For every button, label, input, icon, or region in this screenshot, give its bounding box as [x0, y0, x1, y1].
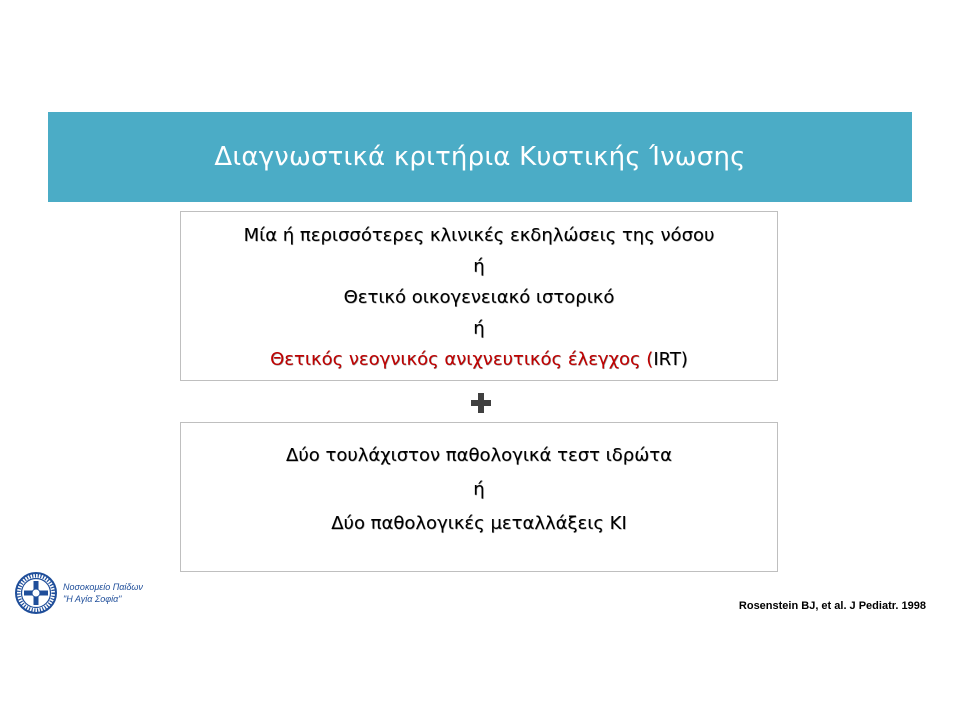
irt-text: IRT): [653, 349, 688, 370]
slide-title: Διαγνωστικά κριτήρια Κυστικής Ίνωσης: [214, 142, 746, 172]
hospital-name: [63, 581, 143, 605]
mutations-text: Δύο παθολογικές μεταλλάξεις: [331, 513, 610, 534]
criterion-clinical-manifestations: Μία ή περισσότερες κλινικές εκδηλώσεις της νόσου: [243, 225, 715, 246]
or-separator: ή: [473, 318, 485, 339]
criterion-family-history: Θετικό οικογενειακό ιστορικό: [343, 287, 615, 308]
criterion-newborn-screening: [270, 344, 688, 375]
plus-icon: [470, 392, 492, 414]
criteria-box-clinical: [180, 211, 778, 381]
hospital-name-line2: "Η Αγία Σοφία": [63, 594, 122, 604]
or-separator: ή: [473, 479, 485, 500]
criterion-sweat-tests: Δύο τουλάχιστον παθολογικά τεστ ιδρώτα: [286, 445, 672, 466]
title-banner: [48, 112, 912, 202]
hospital-logo: [15, 570, 175, 616]
criterion-mutations: [331, 507, 627, 541]
reference-citation: Rosenstein BJ, et al. J Pediatr. 1998: [738, 600, 926, 612]
criteria-box-lab: [180, 422, 778, 572]
or-separator: ή: [473, 256, 485, 277]
cf-abbrev: ΚΙ: [609, 513, 627, 534]
hospital-seal-icon: [15, 572, 57, 614]
newborn-screening-text: Θετικός νεογνικός ανιχνευτικός έλεγχος (: [270, 349, 654, 370]
hospital-name-line1: Νοσοκομείο Παίδων: [63, 582, 143, 592]
